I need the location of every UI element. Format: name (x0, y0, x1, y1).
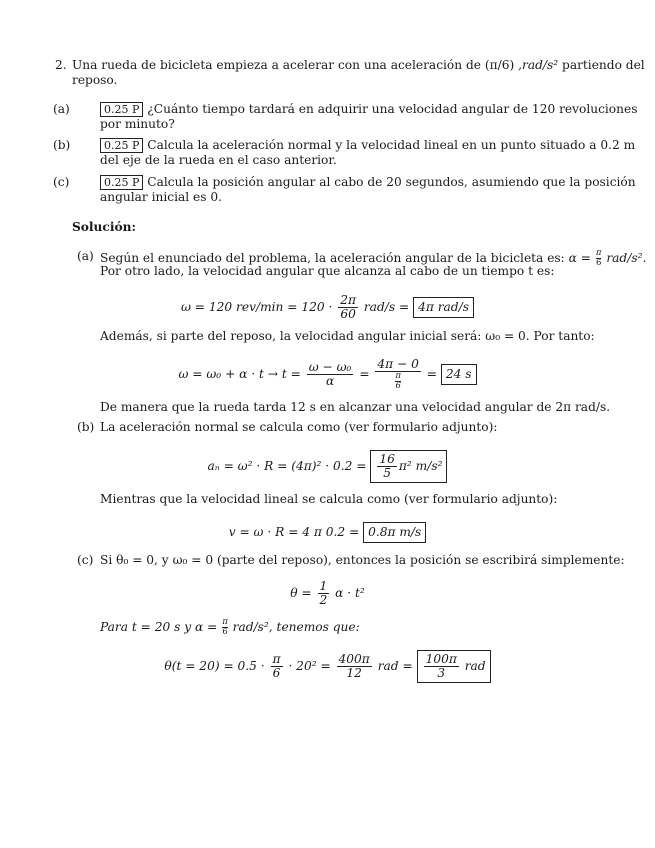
eq-mid: rad/s = (363, 300, 410, 314)
equation-omega (0, 294, 655, 321)
fraction (424, 653, 459, 680)
numerator: ω − ω₀ (308, 360, 352, 374)
equation-theta-20 (0, 650, 655, 683)
points-badge: 0.25 P (100, 175, 143, 190)
part-text-line2: del eje de la rueda en el caso anterior. (100, 153, 337, 167)
solution-heading: Solución: (72, 220, 136, 234)
denominator (375, 372, 420, 391)
denominator: 3 (437, 666, 446, 680)
eq-left: θ(t = 20) = 0.5 · (164, 659, 265, 673)
numerator: 2π (340, 293, 356, 307)
equation-time: ω = ω₀ + α · t → t = $\frac{\text{ω − ω₀}}{\alpha}$ = $\frac{4\pi - 0}{\frac{\pi}{6}}$ = 24 s (0, 358, 655, 391)
points-badge: 0.25 P (100, 138, 143, 153)
numerator: 1 (319, 579, 328, 593)
denominator: 6 (272, 666, 281, 680)
part-label: (b) (53, 138, 71, 152)
part-text: ¿Cuánto tiempo tardará en adquirir una velocidad angular de 120 revoluciones (147, 102, 638, 116)
fraction (337, 653, 372, 680)
part-label: (c) (53, 175, 70, 189)
alpha-unit: rad/s². (606, 251, 647, 265)
text: rad/s², tenemos que: (232, 620, 360, 634)
denominator: α (325, 374, 335, 388)
denominator: 2 (319, 593, 328, 607)
solution-c-label: (c) (77, 553, 94, 567)
numerator: 400π (338, 652, 370, 666)
eq-left: ω = ω₀ + α · t → t = (178, 367, 301, 381)
statement-text-end: partiendo del (562, 58, 645, 72)
result-tail: π² m/s² (398, 459, 443, 473)
fraction (271, 653, 283, 680)
boxed-result (370, 450, 447, 483)
numerator: 100π (425, 652, 457, 666)
part-label: (a) (53, 102, 70, 116)
denominator: 6 (222, 627, 228, 637)
equation-normal-acceleration (0, 450, 655, 483)
solution-b-line2: Mientras que la velocidad lineal se calcula como (ver formulario adjunto): (100, 492, 558, 506)
solution-b-line1: La aceleración normal se calcula como (ver formulario adjunto): (100, 420, 498, 434)
sub-numerator: π (395, 371, 401, 381)
solution-b-label: (b) (77, 420, 95, 434)
solution-a-line4: De manera que la rueda tarda 12 s en alcanzar una velocidad angular de 2π rad/s. (100, 400, 611, 414)
fraction (338, 294, 358, 321)
solution-a-label: (a) (77, 249, 94, 263)
text: Según el enunciado del problema, la aceleración angular de la bicicleta es: (100, 251, 565, 265)
result-unit: rad (464, 659, 486, 673)
part-text-line2: angular inicial es 0. (100, 190, 223, 204)
fraction (318, 580, 330, 607)
text: Para t = 20 s y α = (100, 620, 218, 634)
eq-mid: · 20² = (288, 659, 331, 673)
statement-text: Una rueda de bicicleta empieza a acelerar con una aceleración de (π/6) (72, 58, 515, 72)
equation-theta (0, 580, 655, 607)
inline-fraction (222, 618, 228, 637)
problem-number: 2. (55, 58, 67, 72)
numerator: π (595, 248, 602, 258)
denominator: 6 (595, 258, 602, 268)
eq-left: v = ω · R = 4 π 0.2 = (228, 525, 360, 539)
denominator: 60 (340, 307, 356, 321)
boxed-result (417, 650, 491, 683)
eq-tail: α · t² (335, 586, 365, 600)
fraction (375, 358, 420, 391)
numerator: 4π − 0 (377, 357, 419, 371)
eq-left: aₙ = ω² · R = (4π)² · 0.2 = (207, 459, 367, 473)
part-text: Calcula la posición angular al cabo de 20 segundos, asumiendo que la posición (147, 175, 636, 189)
eq-left: θ = (290, 586, 312, 600)
points-badge: 0.25 P (100, 102, 143, 117)
boxed-result: 4π rad/s (413, 297, 474, 318)
denominator: 5 (383, 466, 392, 480)
part-text-line1 (100, 138, 635, 153)
sub-denominator: 6 (395, 381, 401, 391)
boxed-result: 0.8π m/s (363, 522, 426, 543)
numerator: π (222, 617, 228, 627)
part-text-line1 (100, 102, 637, 117)
solution-c-line1: Si θ₀ = 0, y ω₀ = 0 (parte del reposo), entonces la posición se escribirá simplemente: (100, 553, 625, 567)
part-text-line1 (100, 175, 636, 190)
eq-mid: rad = (377, 659, 413, 673)
denominator: 12 (346, 666, 362, 680)
part-text-line2: por minuto? (100, 117, 175, 131)
equation-linear-velocity (0, 522, 655, 543)
numerator: 16 (379, 452, 395, 466)
boxed-result: 24 s (441, 364, 477, 385)
solution-a-line2: Por otro lado, la velocidad angular que alcanza al cabo de un tiempo t es: (100, 264, 555, 278)
alpha-inline: α = (568, 251, 591, 265)
problem-statement-line2: reposo. (72, 73, 118, 87)
numerator: π (272, 652, 281, 666)
solution-a-line3: Además, si parte del reposo, la velocidad angular inicial será: ω₀ = 0. Por tanto: (100, 329, 595, 343)
part-text: Calcula la aceleración normal y la velocidad lineal en un punto situado a 0.2 m (147, 138, 636, 152)
statement-unit: ,rad/s² (518, 58, 559, 72)
fraction (377, 453, 397, 480)
fraction (307, 361, 354, 388)
solution-c-line2 (100, 618, 360, 637)
problem-statement-line1 (72, 58, 645, 73)
eq-left: ω = 120 rev/min = 120 · (181, 300, 333, 314)
inline-fraction (596, 249, 602, 268)
